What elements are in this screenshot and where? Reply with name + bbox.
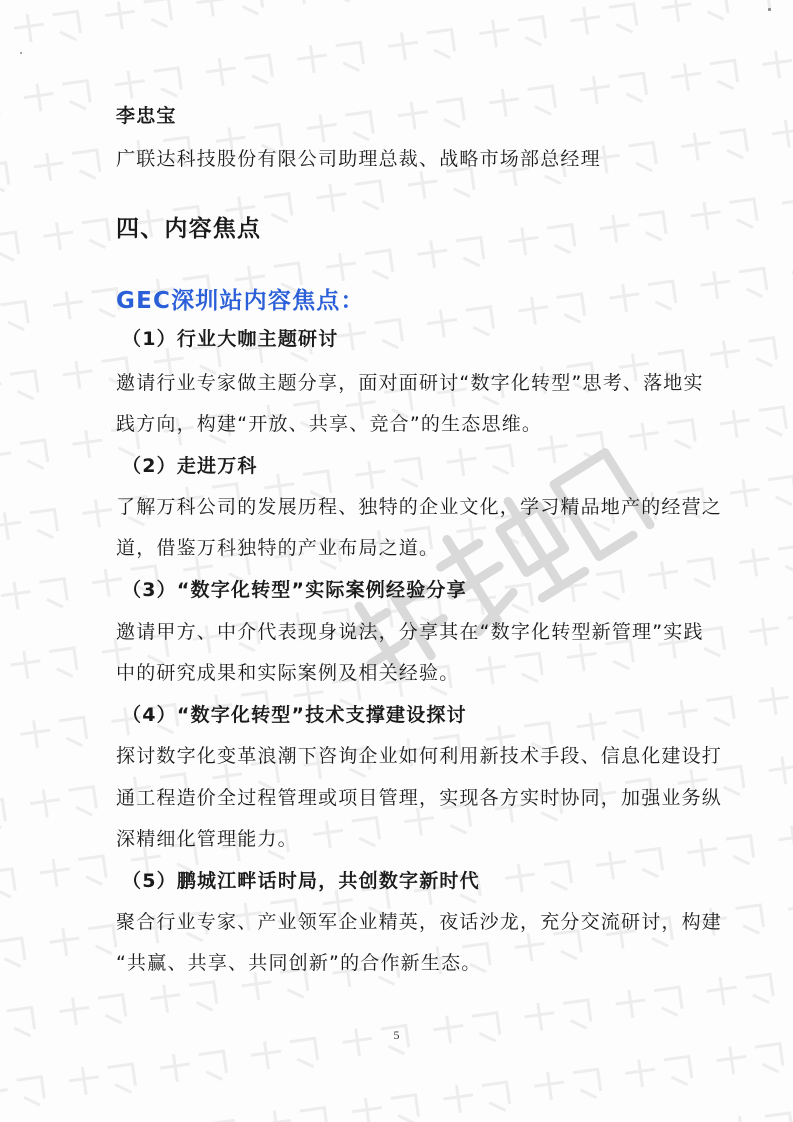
- scan-speck: [768, 8, 771, 11]
- item-heading: （2）走进万科: [122, 455, 258, 477]
- item-text-line: 邀请甲方、中介代表现身说法，分享其在“数字化转型新管理”实践: [116, 621, 704, 643]
- item-text-line: 了解万科公司的发展历程、独特的企业文化，学习精品地产的经营之: [116, 496, 723, 518]
- item-text-line: 通工程造价全过程管理或项目管理，实现各方实时协同，加强业务纵: [116, 787, 723, 809]
- section-title: 四、内容焦点: [116, 216, 262, 242]
- person-name: 李忠宝: [116, 105, 177, 127]
- scan-speck: [20, 52, 22, 54]
- person-title: 广联达科技股份有限公司助理总裁、战略市场部总经理: [116, 148, 601, 170]
- item-text-line: 践方向，构建“开放、共享、竞合”的生态思维。: [116, 413, 543, 435]
- item-text-line: 深精细化管理能力。: [116, 828, 298, 850]
- item-heading: （1）行业大咖主题研讨: [122, 328, 339, 350]
- item-text-line: 中的研究成果和实际案例及相关经验。: [116, 662, 460, 684]
- item-text-line: 道，借鉴万科独特的产业布局之道。: [116, 537, 440, 559]
- item-text-line: 聚合行业专家、产业领军企业精英，夜话沙龙，充分交流研讨，构建: [116, 911, 723, 933]
- item-heading: （3）“数字化转型”实际案例经验分享: [122, 579, 467, 601]
- item-text-line: 邀请行业专家做主题分享，面对面研讨“数字化转型”思考、落地实: [116, 372, 704, 394]
- item-text-line: “共赢、共享、共同创新”的合作新生态。: [116, 952, 482, 974]
- page-number: 5: [393, 1028, 400, 1042]
- focus-heading: GEC深圳站内容焦点：: [116, 288, 365, 314]
- item-heading: （5）鹏城江畔话时局，共创数字新时代: [122, 870, 480, 892]
- item-text-line: 探讨数字化变革浪潮下咨询企业如何利用新技术手段、信息化建设打: [116, 745, 723, 767]
- item-heading: （4）“数字化转型”技术支撑建设探讨: [122, 704, 467, 726]
